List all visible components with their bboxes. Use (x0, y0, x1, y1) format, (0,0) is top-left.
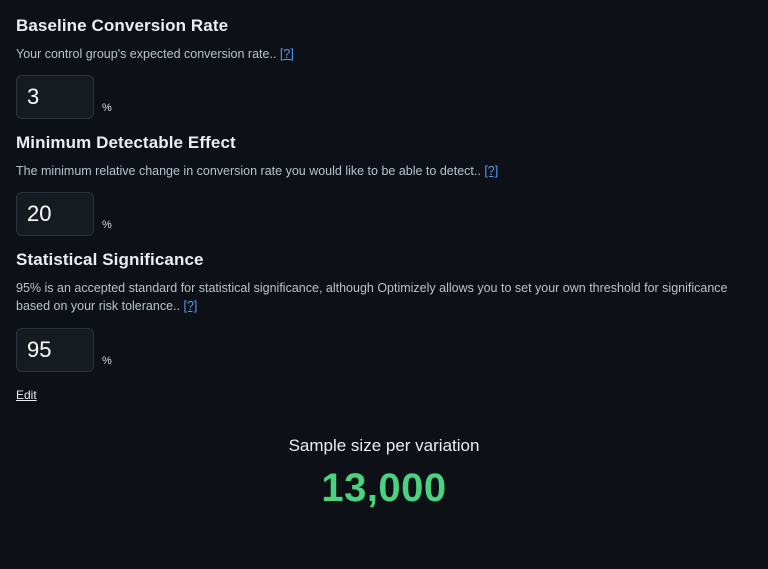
section-description-text: Your control group's expected conversion rate.. (16, 47, 277, 61)
baseline-conversion-rate-value: 3 (27, 84, 40, 110)
baseline-conversion-rate-input[interactable] (16, 75, 94, 119)
section-description-baseline (16, 45, 746, 63)
section-title-baseline: Baseline Conversion Rate (16, 16, 229, 35)
section-description-text: The minimum relative change in conversion rate you would like to be able to detect.. (16, 164, 481, 179)
help-link-icon[interactable]: [?] (183, 299, 198, 314)
section-description-text: 95% is an accepted standard for statistical significance, although Optimizely allows you to set your own threshold for significance based on your risk tolerance.. (16, 281, 728, 314)
minimum-detectable-effect-input[interactable] (16, 192, 94, 236)
minimum-detectable-effect-value: 20 (27, 201, 52, 227)
sample-size-label: Sample size per variation (288, 435, 480, 455)
section-description-significance (16, 279, 746, 315)
minimum-detectable-effect-section (16, 133, 752, 236)
edit-button[interactable]: Edit (16, 387, 37, 402)
mde-unit-label: % (102, 219, 112, 232)
sample-size-value: 13,000 (321, 465, 447, 510)
significance-unit-label: % (102, 354, 112, 367)
section-title-mde: Minimum Detectable Effect (16, 133, 236, 153)
statistical-significance-input[interactable] (16, 328, 94, 372)
help-link-icon[interactable]: [?] (484, 164, 499, 179)
baseline-unit-label: % (102, 102, 112, 115)
statistical-significance-section (16, 250, 752, 415)
sample-size-result (16, 436, 752, 511)
help-link-icon[interactable]: [?] (279, 47, 294, 61)
baseline-conversion-rate-section (16, 16, 752, 119)
section-title-significance: Statistical Significance (16, 250, 204, 270)
statistical-significance-value: 95 (27, 336, 52, 362)
mde-input-row (16, 192, 752, 236)
baseline-input-row (16, 75, 752, 119)
section-description-mde (16, 162, 746, 180)
significance-input-row (16, 328, 752, 372)
